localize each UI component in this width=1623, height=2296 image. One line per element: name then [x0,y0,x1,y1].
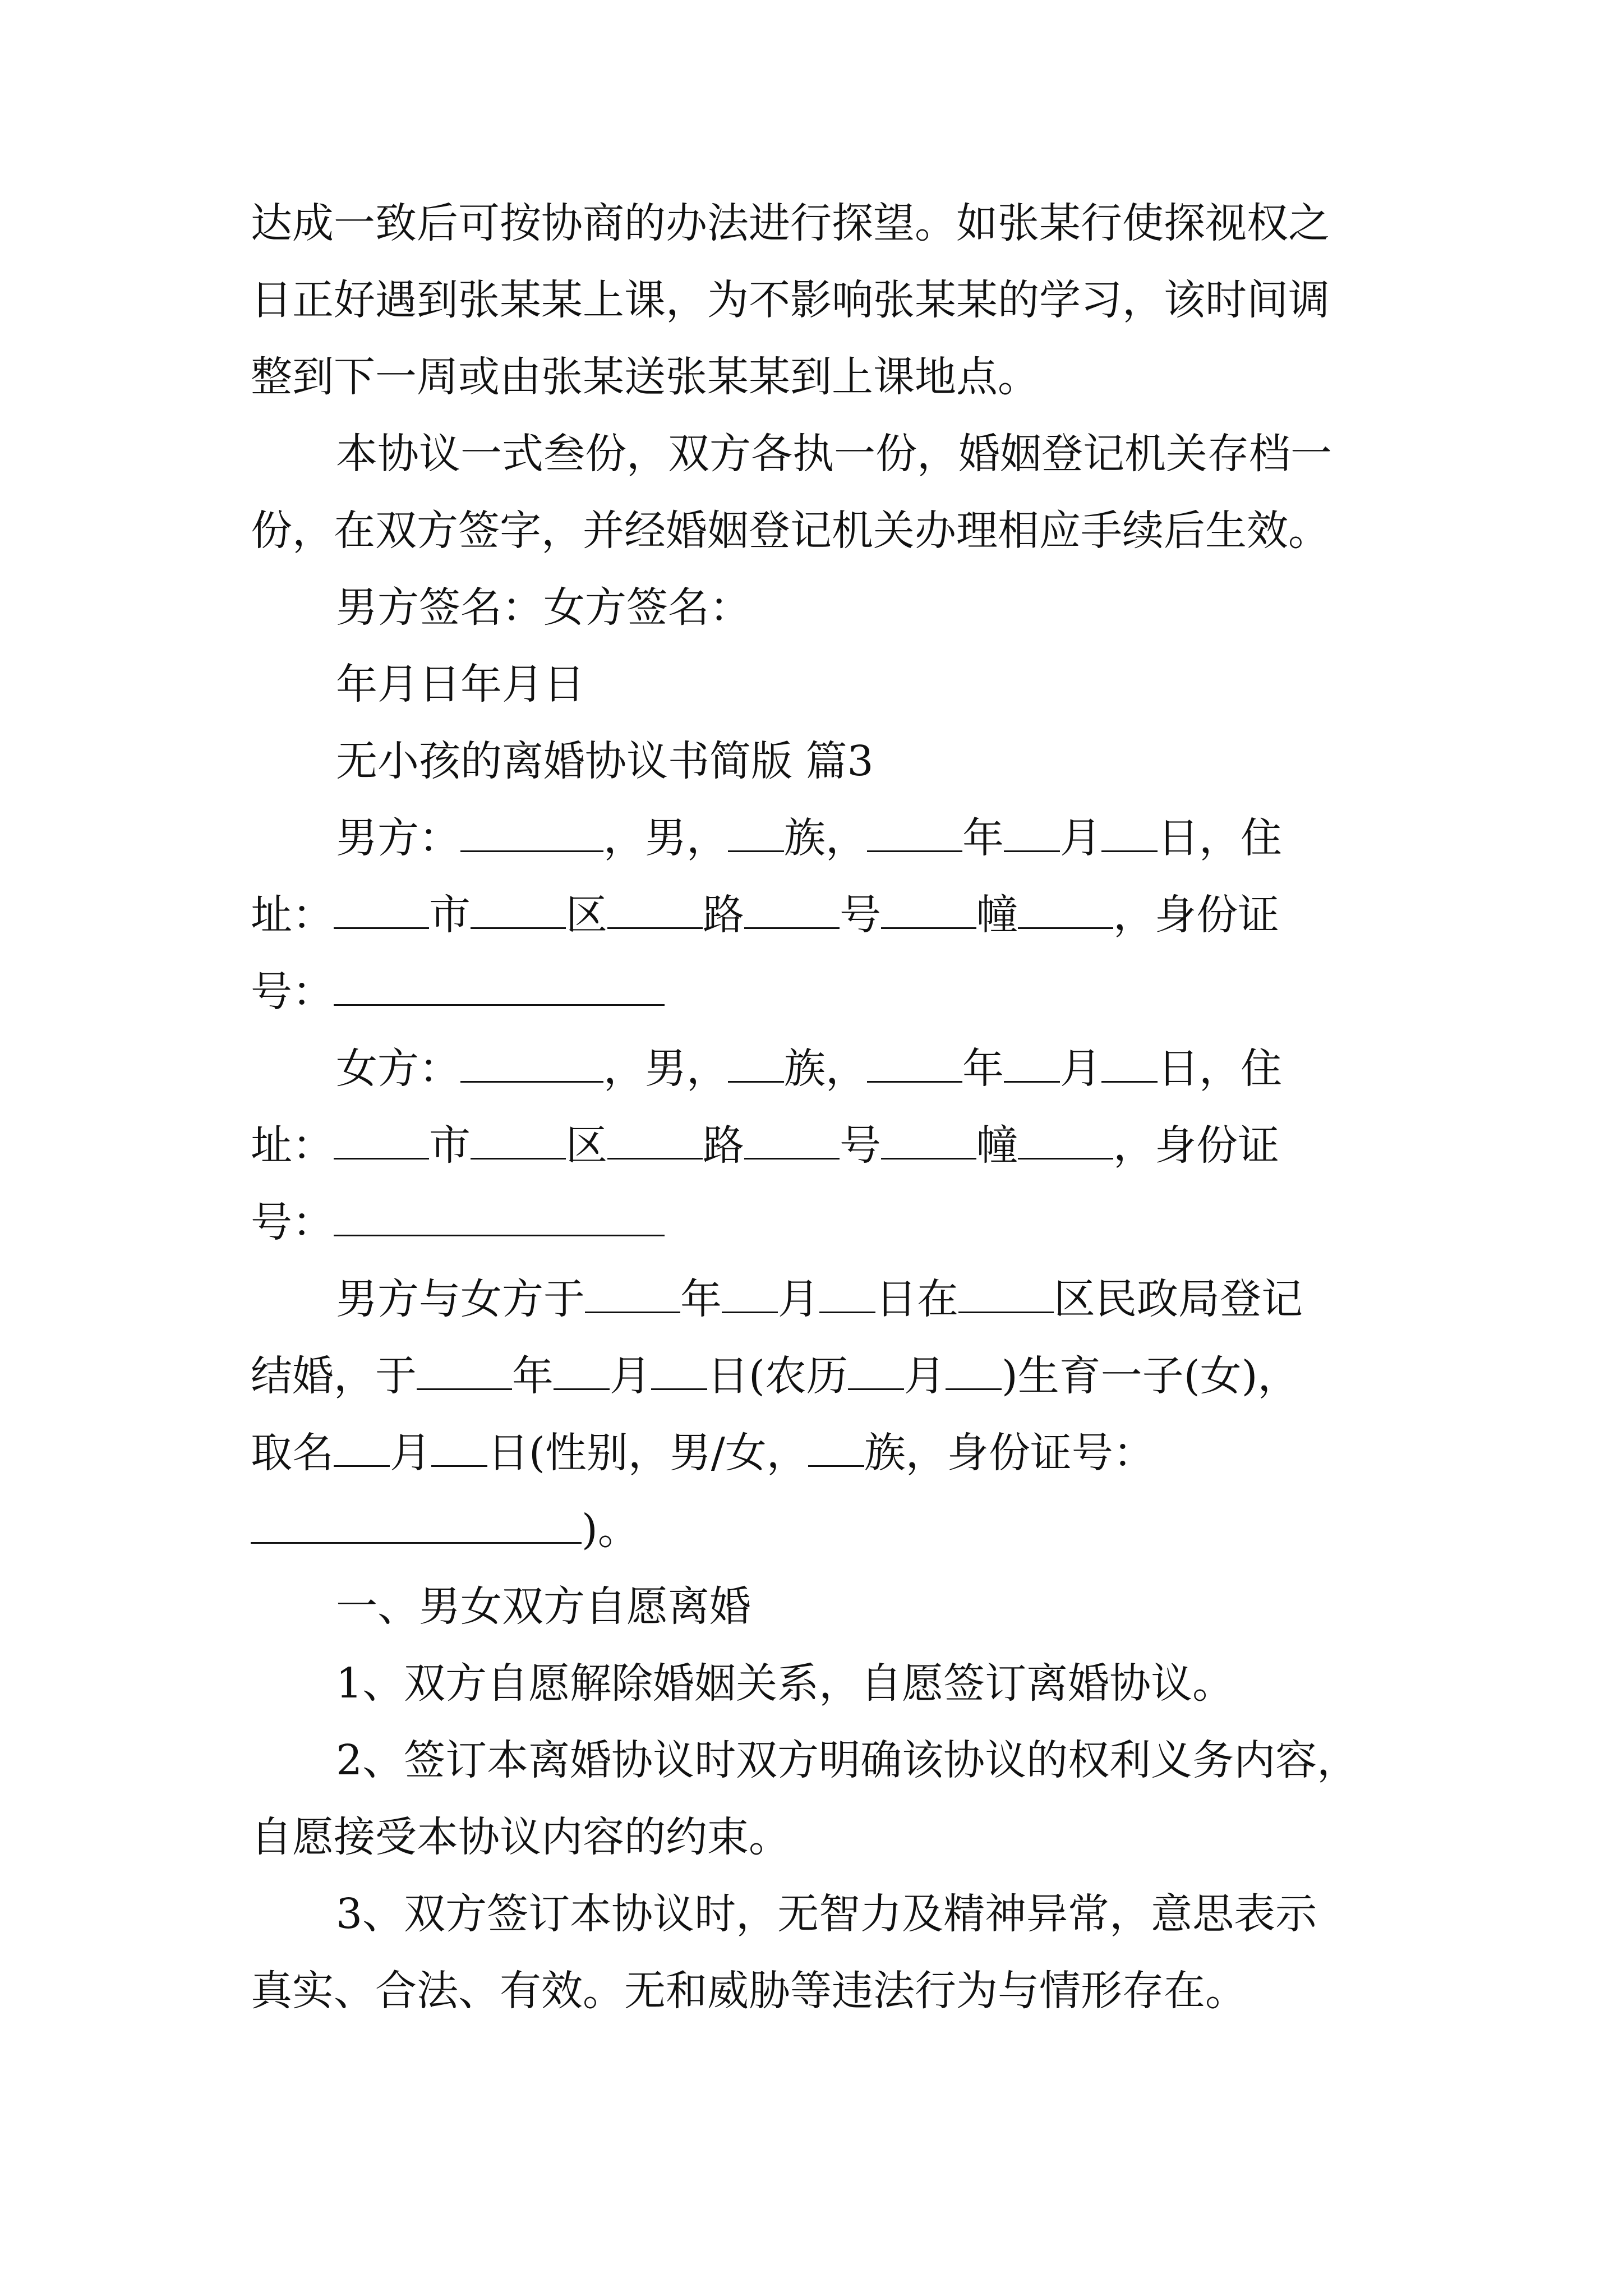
blank-field [471,927,566,929]
blank-field [460,850,603,852]
blank-field [946,1388,1002,1390]
blank-field [334,1234,665,1236]
blank-field [867,1080,962,1083]
blank-field [728,1080,784,1083]
section-heading: 无小孩的离婚协议书简版 篇3 [336,737,874,785]
clause-line: 2、签订本离婚协议时双方明确该协议的权利义务内容， [336,1736,1359,1784]
paragraph-line: 达成一致后可按协商的办法进行探望。如张某行使探视权之 [251,199,1330,247]
clause-line: 自愿接受本协议内容的约束。 [251,1813,790,1861]
male-id-line: 号： [251,954,1389,1030]
female-address-line: 址： 市 区 路 号 幢 ，身份证 [251,1121,1279,1170]
clause-line: 1、双方自愿解除婚姻关系，自愿签订离婚协议。 [336,1659,1234,1708]
blank-field [1018,1157,1113,1159]
blank-field [867,850,962,852]
blank-field [744,1157,840,1159]
signature-line: 男方签名：女方签名： [336,583,751,632]
blank-field [1101,850,1158,852]
blank-field [334,927,429,929]
blank-field [607,1157,703,1159]
blank-field [744,927,840,929]
blank-field [431,1465,487,1467]
marriage-line: 男方与女方于 年 月 日在 区民政局登记 [336,1275,1303,1323]
blank-field [334,1004,665,1006]
blank-field [460,1080,603,1083]
clause-heading: 一、男女双方自愿离婚 [336,1582,751,1631]
blank-field [958,1311,1054,1313]
female-id-line: 号： [251,1184,1389,1261]
blank-field [819,1311,875,1313]
blank-field [808,1465,864,1467]
marriage-line: 结婚，于 年 月 日(农历 月 )生育一子(女)， [251,1352,1299,1400]
blank-field [251,1542,582,1544]
blank-field [585,1311,680,1313]
paragraph-line: 日正好遇到张某某上课，为不影响张某某的学习，该时间调 [251,276,1330,324]
date-line: 年月日年月日 [336,660,585,708]
document-page [251,185,1389,2030]
blank-field [554,1388,610,1390]
blank-field [334,1465,390,1467]
blank-field [651,1388,707,1390]
paragraph-line: 份，在双方签字，并经婚姻登记机关办理相应手续后生效。 [251,507,1330,555]
blank-field [471,1157,566,1159]
blank-field [1018,927,1113,929]
paragraph-line: 整到下一周或由张某送张某某到上课地点。 [251,353,1039,401]
blank-field [881,927,976,929]
male-address-line: 址： 市 区 路 号 幢 ，身份证 [251,891,1279,939]
blank-field [607,927,703,929]
blank-field [881,1157,976,1159]
blank-field [1101,1080,1158,1083]
blank-field [722,1311,778,1313]
male-info-line: 男方： ，男， 族， 年 月 日，住 [336,814,1282,862]
blank-field [728,850,784,852]
marriage-line: 取名 月 日(性别，男/女， 族，身份证号： [251,1429,1155,1477]
blank-field [848,1388,904,1390]
clause-line: 真实、合法、有效。无和威胁等违法行为与情形存在。 [251,1967,1247,2015]
blank-field [1004,1080,1060,1083]
clause-line: 3、双方签订本协议时，无智力及精神异常，意思表示 [336,1890,1317,1938]
marriage-line: )。 [251,1492,1389,1568]
paragraph-line: 本协议一式叁份，双方各执一份，婚姻登记机关存档一 [336,430,1332,478]
blank-field [1004,850,1060,852]
female-info-line: 女方： ，男， 族， 年 月 日，住 [336,1045,1282,1093]
blank-field [334,1157,429,1159]
blank-field [417,1388,512,1390]
